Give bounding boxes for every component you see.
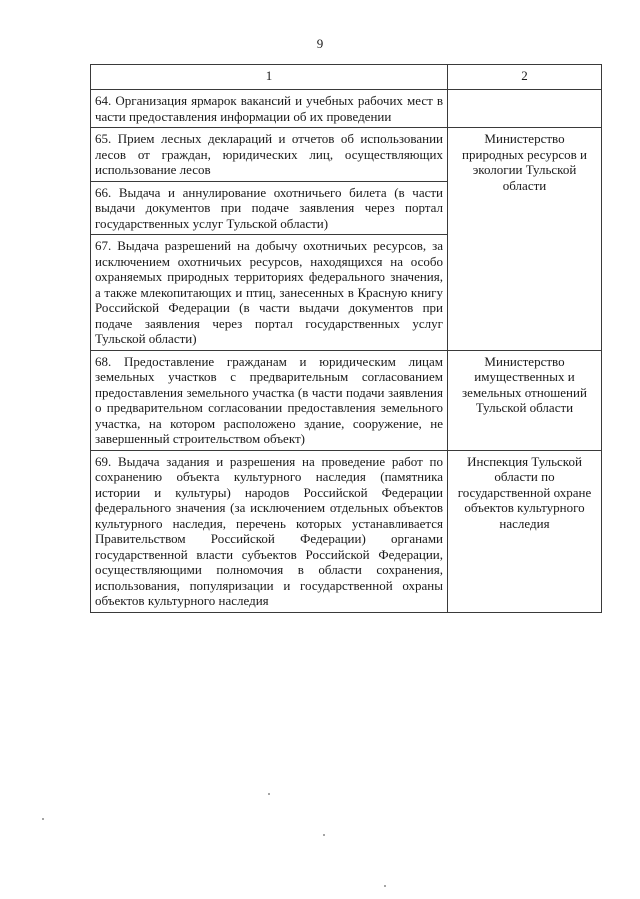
table-row	[91, 128, 602, 182]
column-header-2: 2	[448, 65, 602, 90]
table-row	[91, 90, 602, 128]
table-row	[91, 350, 602, 450]
scan-speck	[323, 834, 325, 836]
service-item-68: 68. Предоставление гражданам и юридическим лицам земельных участков с предварительным согласованием предоставления земельного участка (в части подачи заявления о предварительном согласовании предоставления земельного участка, на котором расположено здание, сооружение, не завершенный строительством объект)	[91, 350, 448, 450]
table-header-row	[91, 65, 602, 90]
agency-cell-property: Министерство имущественных и земельных отношений Тульской области	[448, 350, 602, 450]
table-row	[91, 450, 602, 612]
service-item-64: 64. Организация ярмарок вакансий и учебных рабочих мест в части предоставления информации об их проведении	[91, 90, 448, 128]
agency-cell-64	[448, 90, 602, 128]
service-item-67: 67. Выдача разрешений на добычу охотничьих ресурсов, за исключением охотничьих ресурсов, находящихся на особо охраняемых природных территориях федерального значения, а также млекопитающих и птиц, занесенных в Красную книгу Российской Федерации (в части выдачи документов при подаче заявления через портал государственных услуг Тульской области)	[91, 235, 448, 351]
agency-cell-heritage: Инспекция Тульской области по государственной охране объектов культурного наследия	[448, 450, 602, 612]
column-header-1: 1	[91, 65, 448, 90]
scan-speck	[384, 885, 386, 887]
scan-speck	[268, 793, 270, 795]
service-item-69: 69. Выдача задания и разрешения на проведение работ по сохранению объекта культурного наследия (памятника истории и культуры) народов Российской Федерации федерального значения (за исключением отдельных объектов культурного наследия, перечень которых устанавливается Правительством Российской Федерации) органами государственной власти субъектов Российской Федерации, осуществляющими полномочия в области сохранения, использования, популяризации и государственной охраны объектов культурного наследия	[91, 450, 448, 612]
services-table	[90, 64, 602, 613]
scan-speck	[42, 818, 44, 820]
service-item-65: 65. Прием лесных деклараций и отчетов об использовании лесов от граждан, юридических лиц, осуществляющих использование лесов	[91, 128, 448, 182]
service-item-66: 66. Выдача и аннулирование охотничьего билета (в части выдачи документов при подаче заявления через портал государственных услуг Тульской области)	[91, 181, 448, 235]
agency-cell-natural-resources: Министерство природных ресурсов и экологии Тульской области	[448, 128, 602, 351]
page-number: 9	[316, 36, 324, 51]
